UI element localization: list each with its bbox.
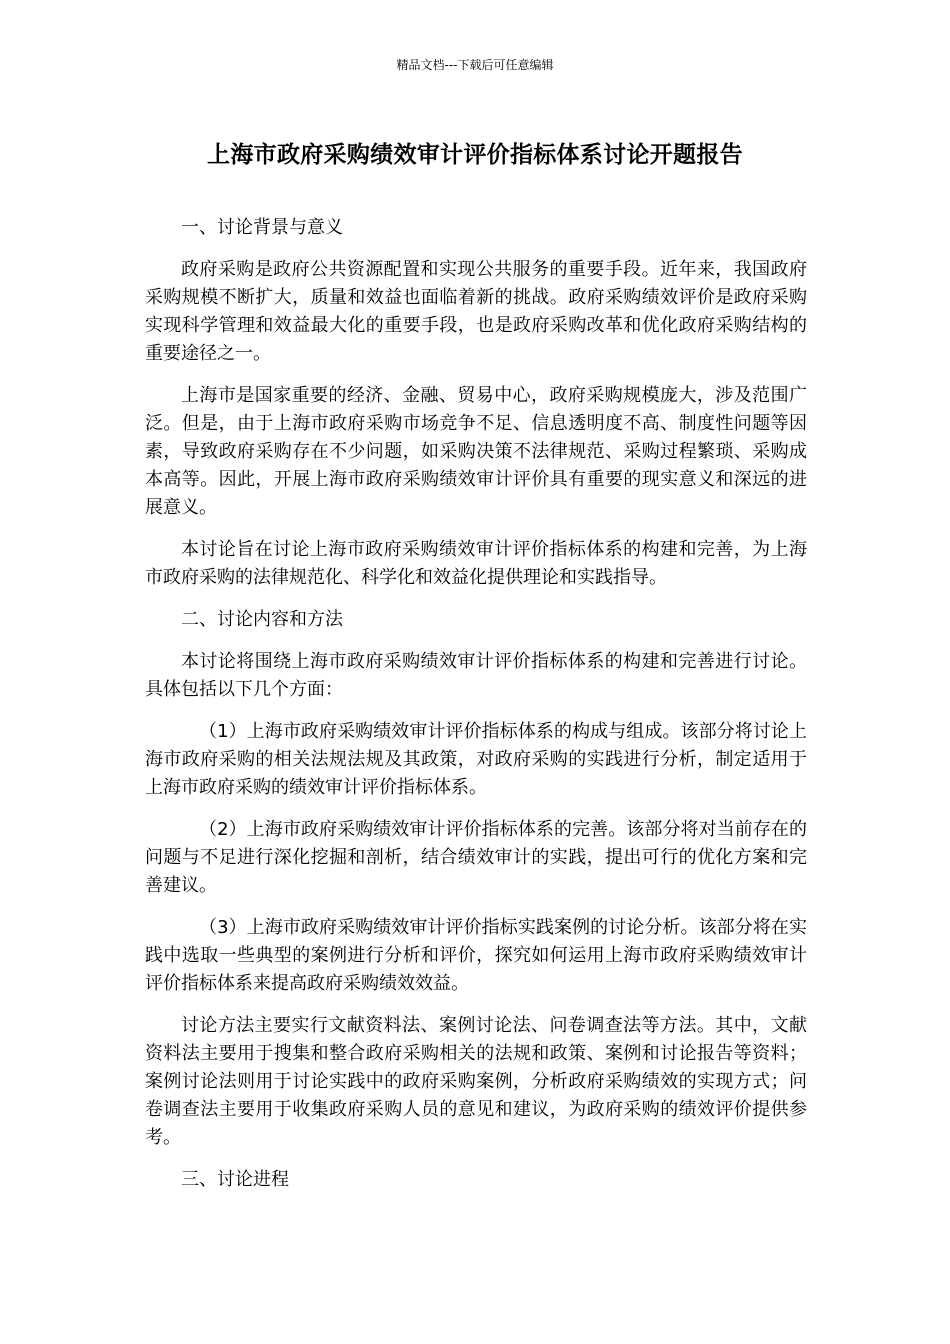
paragraph-method: 讨论方法主要实行文献资料法、案例讨论法、问卷调查法等方法。其中，文献资料法主要用于搜集和整合政府采购相关的法规和政策、案例和讨论报告等资料；案例讨论法则用于讨论实践中的政府采购案例，分析政府采购绩效的实现方式；问卷调查法主要用于收集政府采购人员的意见和建议，为政府采购的绩效评价提供参考。 bbox=[145, 1015, 807, 1148]
paragraph-background-3: 本讨论旨在讨论上海市政府采购绩效审计评价指标体系的构建和完善，为上海市政府采购的法律规范化、科学化和效益化提供理论和实践指导。 bbox=[145, 539, 807, 588]
page-header: 精品文档---下载后可任意编辑 bbox=[396, 58, 554, 72]
list-item-content-1: （1）上海市政府采购绩效审计评价指标体系的构成与组成。该部分将讨论上海市政府采购的相关法规法规及其政策，对政府采购的实践进行分析，制定适用于上海市政府采购的绩效审计评价指标体系。 bbox=[145, 721, 807, 798]
document-body bbox=[145, 214, 807, 1208]
section-heading-content-method: 二、讨论内容和方法 bbox=[181, 609, 343, 630]
list-item-content-2: （2）上海市政府采购绩效审计评价指标体系的完善。该部分将对当前存在的问题与不足进行深化挖掘和剖析，结合绩效审计的实践，提出可行的优化方案和完善建议。 bbox=[145, 819, 807, 896]
list-item-content-3: （3）上海市政府采购绩效审计评价指标实践案例的讨论分析。该部分将在实践中选取一些典型的案例进行分析和评价，探究如何运用上海市政府采购绩效审计评价指标体系来提高政府采购绩效效益。 bbox=[145, 917, 807, 994]
section-heading-background: 一、讨论背景与意义 bbox=[181, 217, 343, 238]
paragraph-background-2: 上海市是国家重要的经济、金融、贸易中心，政府采购规模庞大，涉及范围广泛。但是，由于上海市政府采购市场竞争不足、信息透明度不高、制度性问题等因素，导致政府采购存在不少问题，如采购决策不法律规范、采购过程繁琐、采购成本高等。因此，开展上海市政府采购绩效审计评价具有重要的现实意义和深远的进展意义。 bbox=[145, 385, 807, 518]
paragraph-content-intro: 本讨论将围绕上海市政府采购绩效审计评价指标体系的构建和完善进行讨论。具体包括以下几个方面： bbox=[145, 651, 807, 700]
paragraph-background-1: 政府采购是政府公共资源配置和实现公共服务的重要手段。近年来，我国政府采购规模不断扩大，质量和效益也面临着新的挑战。政府采购绩效评价是政府采购实现科学管理和效益最大化的重要手段，也是政府采购改革和优化政府采购结构的重要途径之一。 bbox=[145, 259, 807, 364]
document-title: 上海市政府采购绩效审计评价指标体系讨论开题报告 bbox=[207, 142, 743, 168]
section-heading-progress: 三、讨论进程 bbox=[181, 1169, 289, 1190]
